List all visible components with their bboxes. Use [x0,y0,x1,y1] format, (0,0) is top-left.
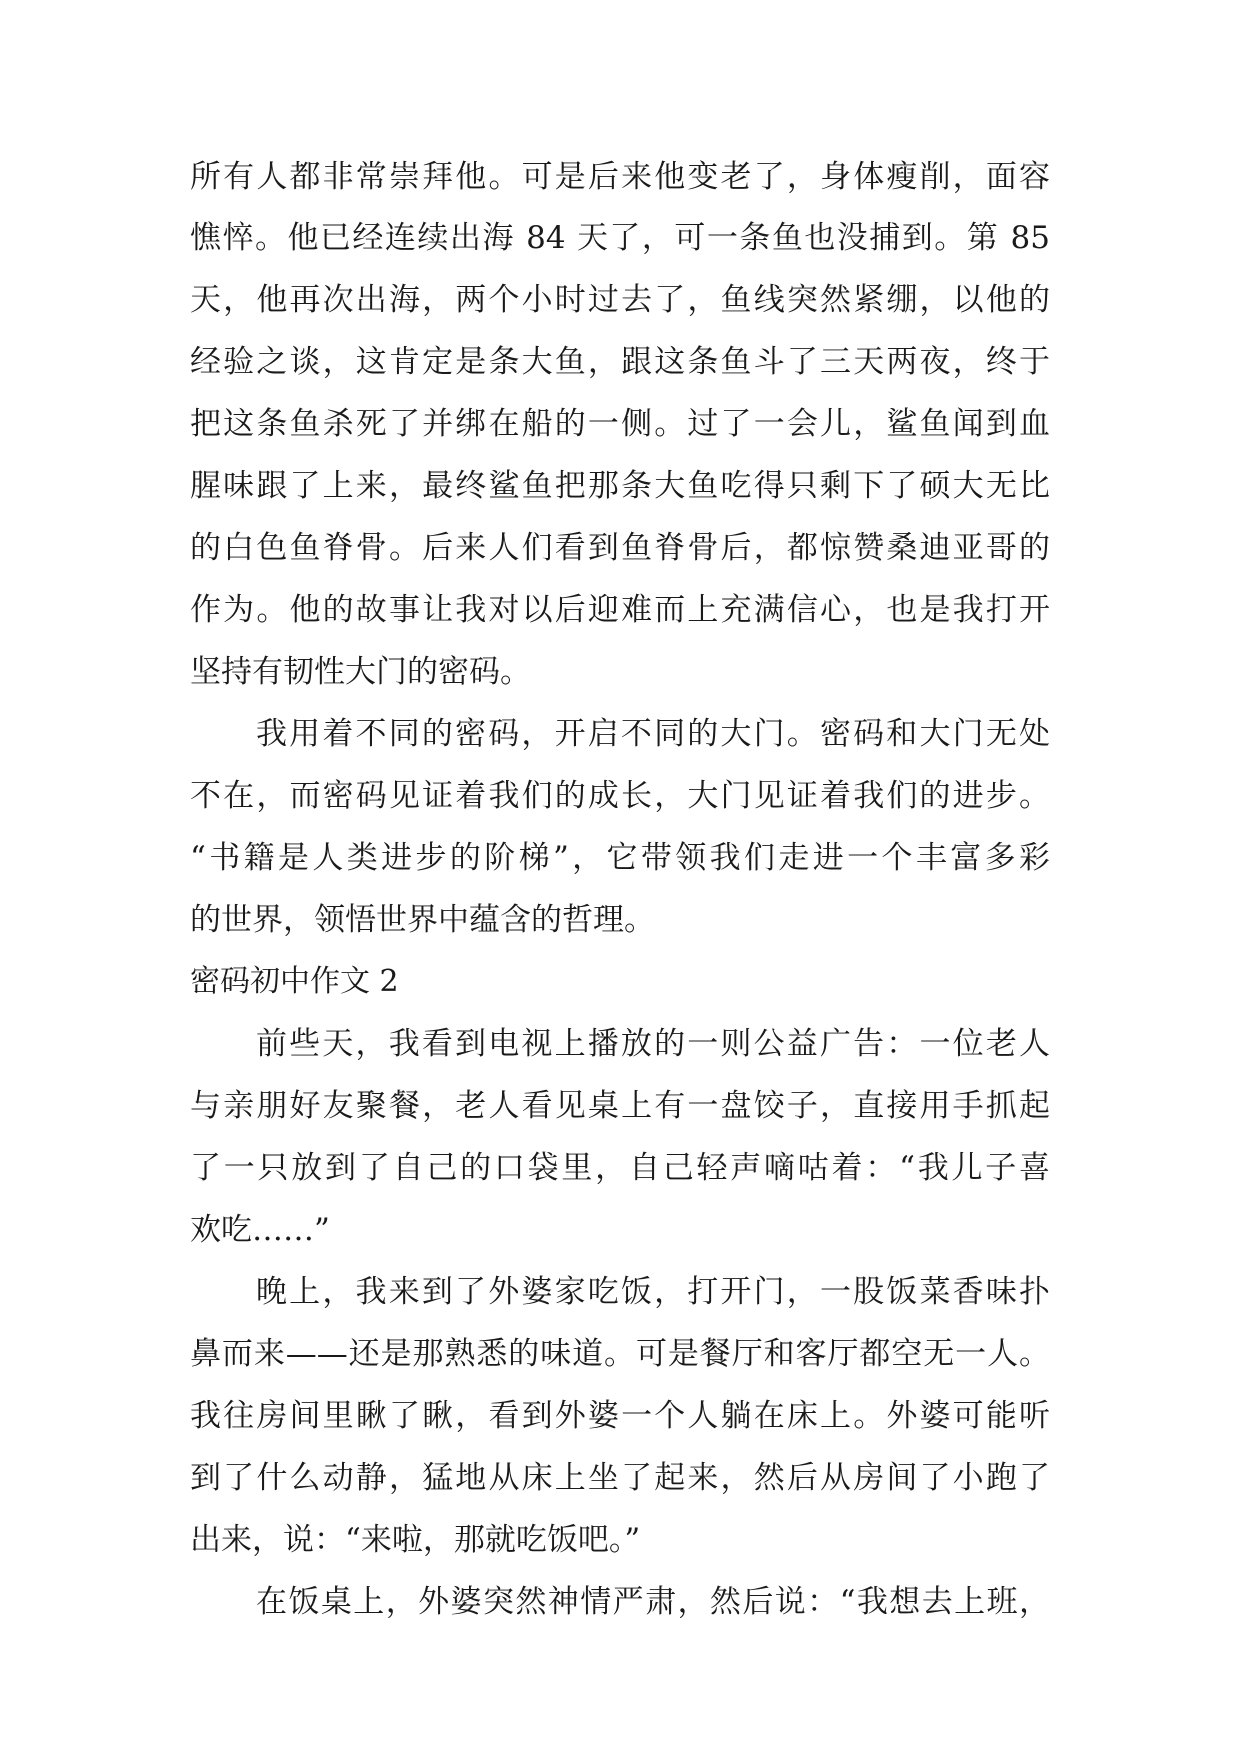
text-line: 不在，而密码见证着我们的成长，大门见证着我们的进步。 [190,778,1050,814]
paragraph-first-line: 我用着不同的密码，开启不同的大门。密码和大门无处 [256,716,1050,752]
paragraph-first-line: 前些天，我看到电视上播放的一则公益广告：一位老人 [256,1026,1050,1062]
text-line: “书籍是人类进步的阶梯”，它带领我们走进一个丰富多彩 [190,840,1050,876]
text-line: 到了什么动静，猛地从床上坐了起来，然后从房间了小跑了 [190,1460,1050,1496]
text-line: 把这条鱼杀死了并绑在船的一侧。过了一会儿，鲨鱼闻到血 [190,406,1050,442]
paragraph-first-line: 在饭桌上，外婆突然神情严肃，然后说：“我想去上班， [256,1584,1050,1620]
text-line: 的白色鱼脊骨。后来人们看到鱼脊骨后，都惊赞桑迪亚哥的 [190,530,1050,566]
text-line: 作为。他的故事让我对以后迎难而上充满信心，也是我打开 [190,592,1050,628]
text-line: 鼻而来——还是那熟悉的味道。可是餐厅和客厅都空无一人。 [190,1336,1050,1372]
text-line: 的世界，领悟世界中蕴含的哲理。 [190,902,655,938]
section-heading: 密码初中作文 2 [190,964,399,999]
text-line: 憔悴。他已经连续出海 84 天了，可一条鱼也没捕到。第 85 [190,220,1050,256]
paragraph-first-line: 晚上，我来到了外婆家吃饭，打开门，一股饭菜香味扑 [256,1274,1050,1310]
text-line: 欢吃……” [190,1212,330,1248]
text-line: 出来，说：“来啦，那就吃饭吧。” [190,1522,641,1558]
text-line: 所有人都非常崇拜他。可是后来他变老了，身体瘦削，面容 [190,159,1050,195]
text-line: 腥味跟了上来，最终鲨鱼把那条大鱼吃得只剩下了硕大无比 [190,468,1050,504]
text-line: 我往房间里瞅了瞅，看到外婆一个人躺在床上。外婆可能听 [190,1398,1050,1434]
text-line: 天，他再次出海，两个小时过去了，鱼线突然紧绷，以他的 [190,282,1050,318]
text-line: 了一只放到了自己的口袋里，自己轻声嘀咕着：“我儿子喜 [190,1150,1050,1186]
text-line: 坚持有韧性大门的密码。 [190,654,531,690]
text-line: 与亲朋好友聚餐，老人看见桌上有一盘饺子，直接用手抓起 [190,1088,1050,1124]
text-line: 经验之谈，这肯定是条大鱼，跟这条鱼斗了三天两夜，终于 [190,344,1050,380]
